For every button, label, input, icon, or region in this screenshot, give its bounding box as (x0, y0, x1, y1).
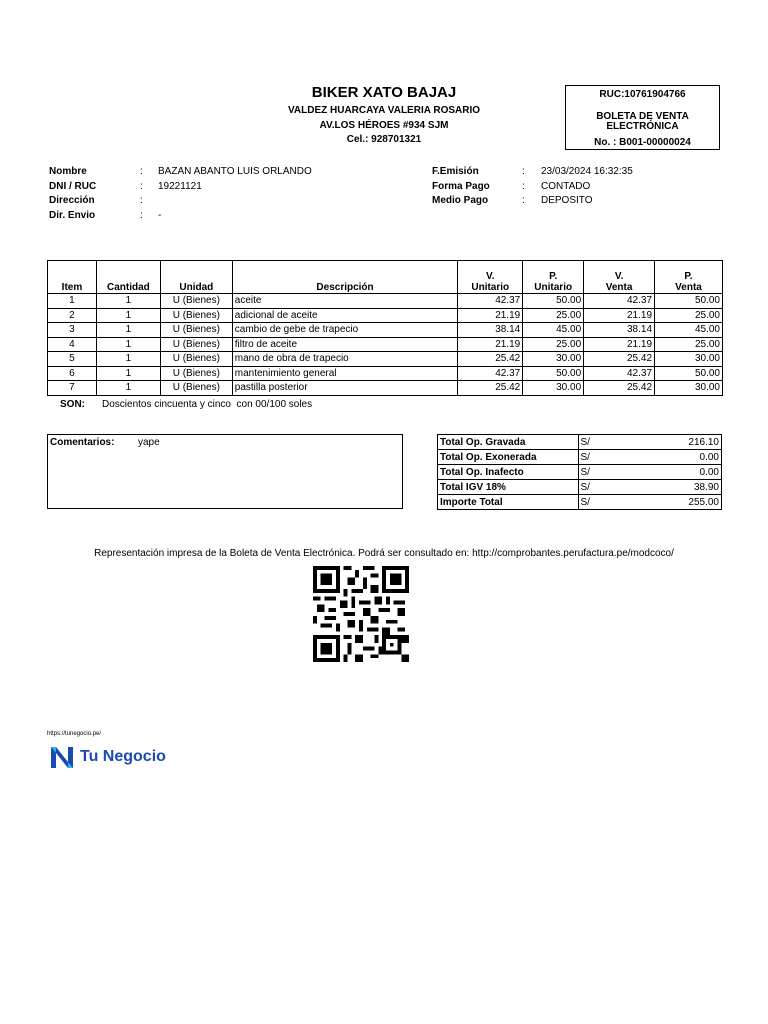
total-row (438, 495, 722, 510)
cell-valor-unitario: 42.37 (458, 366, 523, 381)
totals-table (437, 434, 722, 510)
table-row (48, 381, 723, 396)
brand-logo (49, 744, 166, 770)
company-name: BIKER XATO BAJAJ (311, 84, 457, 101)
total-row (438, 480, 722, 495)
table-row (48, 352, 723, 367)
son-amount-text: Doscientos cincuenta y cinco con 00/100 soles (102, 399, 313, 410)
table-row (48, 294, 723, 309)
table-row (48, 366, 723, 381)
dni-label: DNI / RUC (49, 181, 97, 192)
cell-valor-unitario: 21.19 (458, 337, 523, 352)
direccion-label: Dirección (49, 195, 95, 206)
document-type-line2: ELECTRÓNICA (606, 121, 679, 132)
total-value: 0.00 (618, 465, 722, 480)
header-descripcion: Descripción (232, 261, 458, 294)
total-value: 216.10 (618, 435, 722, 450)
cell-descripcion: adicional de aceite (232, 308, 458, 323)
forma-pago-value: CONTADO (541, 181, 591, 192)
cell-cantidad: 1 (96, 323, 160, 338)
cell-unidad: U (Bienes) (160, 337, 232, 352)
nombre-value: BAZAN ABANTO LUIS ORLANDO (158, 166, 312, 177)
cell-valor-venta: 42.37 (584, 294, 655, 309)
header-valor-venta: V. Venta (584, 261, 655, 294)
cell-valor-unitario: 42.37 (458, 294, 523, 309)
document-number: No. : B001-00000024 (594, 137, 691, 148)
cell-item: 7 (48, 381, 97, 396)
comments-text: yape (138, 437, 160, 448)
header-precio-unitario: P. Unitario (523, 261, 584, 294)
table-row (48, 337, 723, 352)
total-value: 38.90 (618, 480, 722, 495)
header-precio-venta: P. Venta (655, 261, 723, 294)
tu-negocio-logo-icon (49, 744, 75, 770)
cell-unidad: U (Bienes) (160, 366, 232, 381)
company-owner: VALDEZ HUARCAYA VALERIA ROSARIO (287, 105, 481, 116)
ruc-number: RUC:10761904766 (599, 89, 686, 100)
cell-unidad: U (Bienes) (160, 323, 232, 338)
cell-cantidad: 1 (96, 337, 160, 352)
son-label: SON: (60, 399, 85, 410)
cell-item: 2 (48, 308, 97, 323)
cell-unidad: U (Bienes) (160, 381, 232, 396)
emision-value: 23/03/2024 16:32:35 (541, 166, 633, 177)
medio-pago-value: DEPOSITO (541, 195, 593, 206)
total-label: Total Op. Gravada (438, 435, 579, 450)
header-unidad: Unidad (160, 261, 232, 294)
cell-precio-unitario: 25.00 (523, 337, 584, 352)
cell-item: 6 (48, 366, 97, 381)
cell-item: 5 (48, 352, 97, 367)
items-table (47, 260, 723, 396)
company-phone: Cel.: 928701321 (346, 134, 422, 145)
colon: : (140, 166, 143, 177)
cell-precio-unitario: 50.00 (523, 294, 584, 309)
dni-value: 19221121 (158, 181, 202, 192)
total-label: Importe Total (438, 495, 579, 510)
colon: : (522, 181, 525, 192)
colon: : (140, 181, 143, 192)
cell-valor-venta: 25.42 (584, 381, 655, 396)
comments-label: Comentarios: (50, 437, 115, 448)
cell-cantidad: 1 (96, 308, 160, 323)
total-currency: S/ (578, 435, 618, 450)
items-header-row (48, 261, 723, 294)
cell-unidad: U (Bienes) (160, 294, 232, 309)
cell-valor-venta: 38.14 (584, 323, 655, 338)
total-currency: S/ (578, 480, 618, 495)
header-item: Item (48, 261, 97, 294)
cell-valor-unitario: 25.42 (458, 381, 523, 396)
total-row (438, 435, 722, 450)
cell-valor-venta: 42.37 (584, 366, 655, 381)
colon: : (140, 195, 143, 206)
cell-valor-unitario: 25.42 (458, 352, 523, 367)
colon: : (140, 210, 143, 221)
cell-precio-venta: 30.00 (655, 352, 723, 367)
table-row (48, 323, 723, 338)
cell-precio-unitario: 45.00 (523, 323, 584, 338)
total-row (438, 450, 722, 465)
cell-item: 1 (48, 294, 97, 309)
cell-unidad: U (Bienes) (160, 308, 232, 323)
cell-item: 3 (48, 323, 97, 338)
document-id-box (565, 85, 720, 150)
cell-cantidad: 1 (96, 381, 160, 396)
total-row (438, 465, 722, 480)
cell-descripcion: mantenimiento general (232, 366, 458, 381)
cell-descripcion: pastilla posterior (232, 381, 458, 396)
total-currency: S/ (578, 465, 618, 480)
cell-unidad: U (Bienes) (160, 352, 232, 367)
total-value: 255.00 (618, 495, 722, 510)
cell-precio-unitario: 30.00 (523, 381, 584, 396)
cell-descripcion: aceite (232, 294, 458, 309)
header-valor-unitario: V. Unitario (458, 261, 523, 294)
cell-precio-venta: 25.00 (655, 337, 723, 352)
total-label: Total Op. Exonerada (438, 450, 579, 465)
nombre-label: Nombre (49, 166, 87, 177)
cell-valor-venta: 21.19 (584, 308, 655, 323)
table-row (48, 308, 723, 323)
cell-descripcion: mano de obra de trapecio (232, 352, 458, 367)
envio-value: - (158, 210, 162, 221)
company-address: AV.LOS HÉROES #934 SJM (319, 120, 449, 131)
total-value: 0.00 (618, 450, 722, 465)
document-type-line1: BOLETA DE VENTA (596, 111, 689, 122)
cell-cantidad: 1 (96, 352, 160, 367)
header-cantidad: Cantidad (96, 261, 160, 294)
cell-precio-unitario: 30.00 (523, 352, 584, 367)
footer-text: Representación impresa de la Boleta de Venta Electrónica. Podrá ser consultado en: http://comprobantes.perufactura.pe/modcoco/ (94, 548, 674, 559)
emision-label: F.Emisión (432, 166, 479, 177)
cell-valor-unitario: 21.19 (458, 308, 523, 323)
envio-label: Dir. Envio (49, 210, 96, 221)
total-currency: S/ (578, 495, 618, 510)
cell-precio-venta: 25.00 (655, 308, 723, 323)
qr-code-icon (313, 566, 409, 662)
cell-valor-venta: 25.42 (584, 352, 655, 367)
cell-precio-venta: 30.00 (655, 381, 723, 396)
cell-cantidad: 1 (96, 366, 160, 381)
cell-precio-unitario: 25.00 (523, 308, 584, 323)
cell-valor-venta: 21.19 (584, 337, 655, 352)
cell-descripcion: filtro de aceite (232, 337, 458, 352)
total-label: Total Op. Inafecto (438, 465, 579, 480)
cell-precio-venta: 50.00 (655, 366, 723, 381)
colon: : (522, 195, 525, 206)
total-label: Total IGV 18% (438, 480, 579, 495)
brand-url: https://tunegocio.pe/ (47, 731, 102, 737)
colon: : (522, 166, 525, 177)
cell-precio-unitario: 50.00 (523, 366, 584, 381)
cell-descripcion: cambio de gebe de trapecio (232, 323, 458, 338)
brand-name: Tu Negocio (80, 748, 166, 765)
cell-precio-venta: 50.00 (655, 294, 723, 309)
cell-cantidad: 1 (96, 294, 160, 309)
cell-valor-unitario: 38.14 (458, 323, 523, 338)
total-currency: S/ (578, 450, 618, 465)
forma-pago-label: Forma Pago (432, 181, 490, 192)
comments-box (47, 434, 403, 509)
medio-pago-label: Medio Pago (432, 195, 489, 206)
cell-precio-venta: 45.00 (655, 323, 723, 338)
cell-item: 4 (48, 337, 97, 352)
